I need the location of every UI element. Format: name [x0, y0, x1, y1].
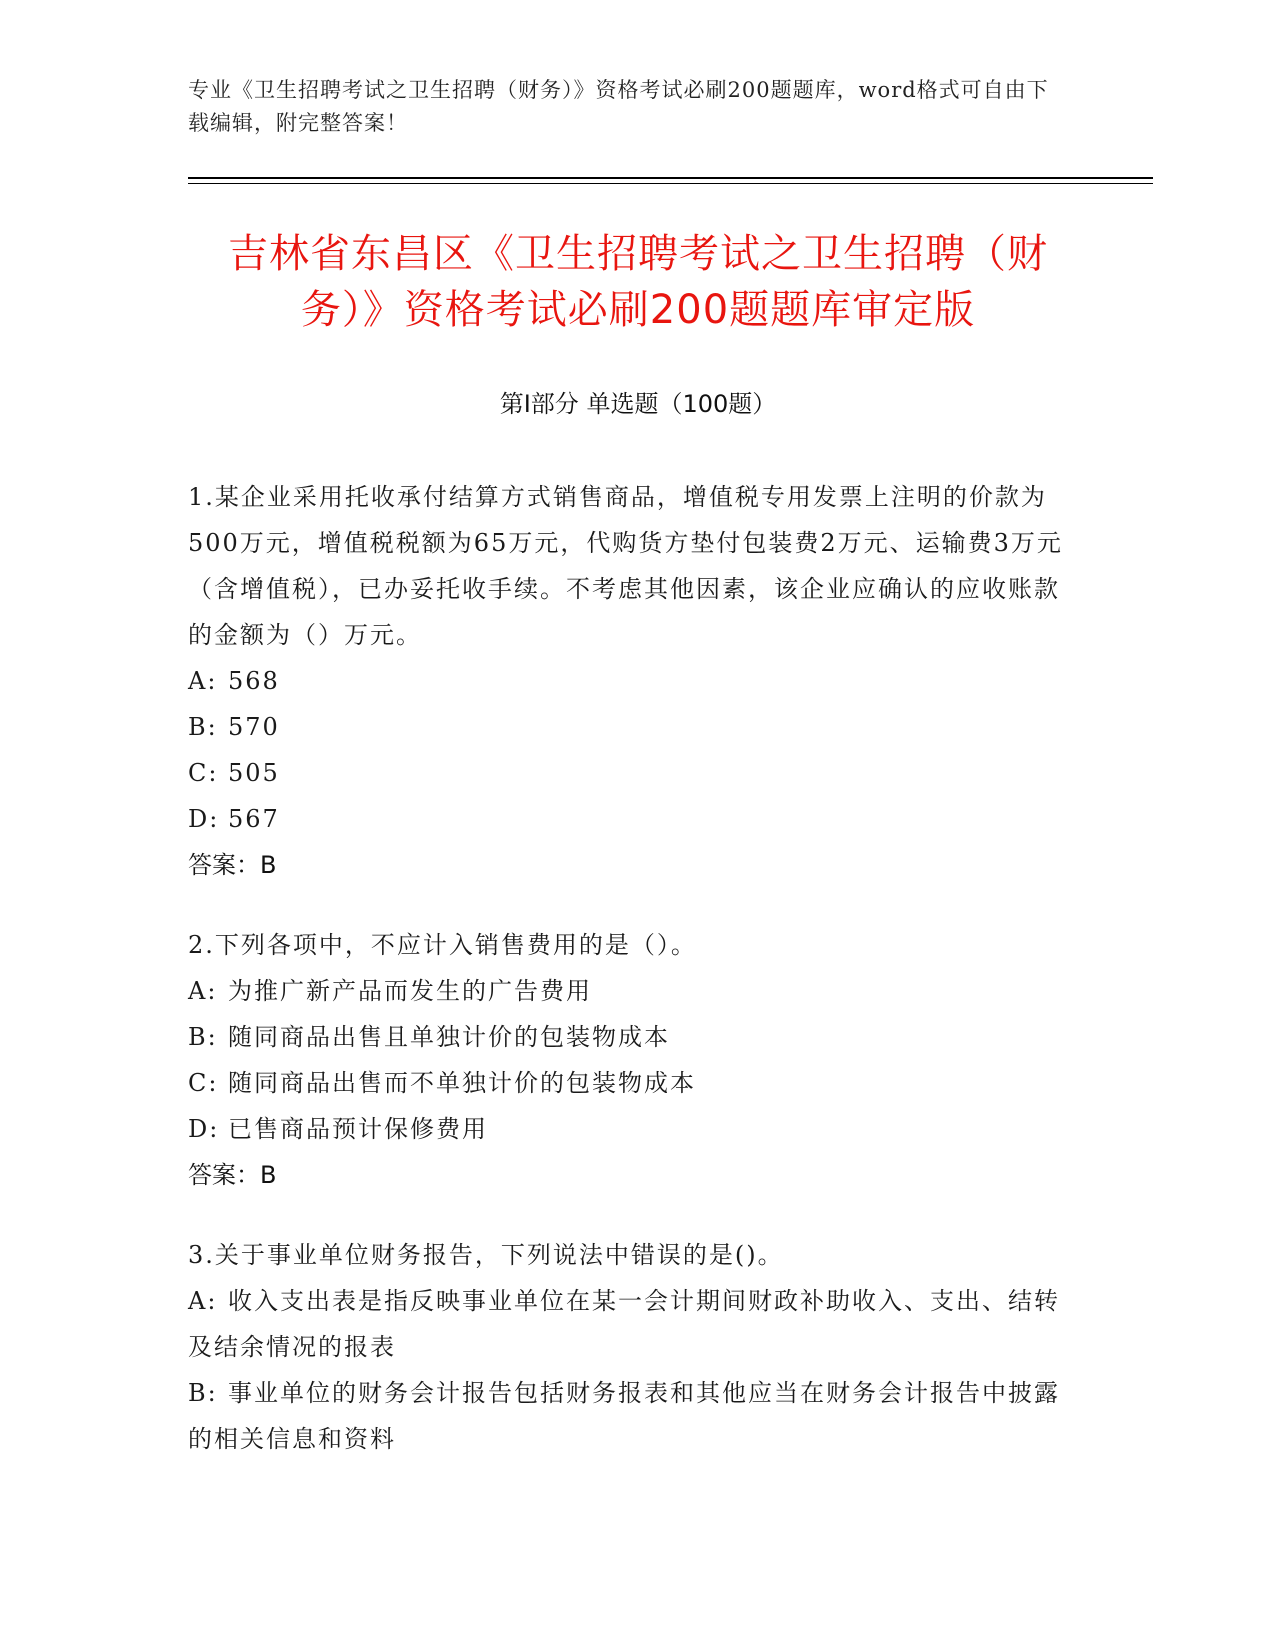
option-text: 已售商品预计保修费用: [228, 1115, 488, 1143]
section-title: 第I部分 单选题（100题）: [499, 390, 777, 418]
option-text: 为推广新产品而发生的广告费用: [228, 977, 592, 1005]
option-letter: A:: [188, 1287, 218, 1315]
header-divider-bottom: [188, 183, 1153, 184]
question-1: [188, 474, 1078, 888]
option-a: [188, 658, 1078, 704]
option-text: 505: [228, 759, 280, 787]
option-text: 567: [228, 805, 280, 833]
answer-line: 答案：B: [188, 851, 277, 879]
option-letter: A:: [188, 667, 218, 695]
option-letter: A:: [188, 977, 218, 1005]
option-c: [188, 1060, 1078, 1106]
option-text: 568: [228, 667, 280, 695]
question-stem: 2.下列各项中，不应计入销售费用的是（）。: [188, 931, 697, 959]
document-title: 吉林省东昌区《卫生招聘考试之卫生招聘（财务）》资格考试必刷200题题库审定版: [228, 231, 1048, 333]
answer-line: 答案：B: [188, 1161, 277, 1189]
option-text: 随同商品出售且单独计价的包装物成本: [228, 1023, 670, 1051]
option-d: [188, 796, 1078, 842]
header-divider-top: [188, 177, 1153, 179]
option-b: [188, 1014, 1078, 1060]
question-3: [188, 1232, 1078, 1462]
option-a: [188, 968, 1078, 1014]
option-letter: B:: [188, 713, 218, 741]
question-list: [188, 474, 1078, 1496]
option-letter: C:: [188, 1069, 219, 1097]
option-c: [188, 750, 1078, 796]
option-text: 随同商品出售而不单独计价的包装物成本: [228, 1069, 696, 1097]
option-a: [188, 1278, 1078, 1370]
option-d: [188, 1106, 1078, 1152]
option-text: 570: [228, 713, 280, 741]
question-2: [188, 922, 1078, 1198]
option-text: 收入支出表是指反映事业单位在某一会计期间财政补助收入、支出、结转及结余情况的报表: [188, 1287, 1060, 1361]
header-note: 专业《卫生招聘考试之卫生招聘（财务）》资格考试必刷200题题库，word格式可自由下载编辑，附完整答案！: [188, 78, 1049, 135]
option-b: [188, 704, 1078, 750]
option-b: [188, 1370, 1078, 1462]
option-letter: B:: [188, 1379, 218, 1407]
question-stem: 3.关于事业单位财务报告，下列说法中错误的是()。: [188, 1241, 784, 1269]
option-letter: B:: [188, 1023, 218, 1051]
question-stem: 1.某企业采用托收承付结算方式销售商品，增值税专用发票上注明的价款为500万元，增值税税额为65万元，代购货方垫付包装费2万元、运输费3万元（含增值税），已办妥托收手续。不考虑其他因素，该企业应确认的应收账款的金额为（）万元。: [188, 483, 1063, 649]
option-letter: C:: [188, 759, 219, 787]
option-letter: D:: [188, 805, 220, 833]
option-letter: D:: [188, 1115, 220, 1143]
option-text: 事业单位的财务会计报告包括财务报表和其他应当在财务会计报告中披露的相关信息和资料: [188, 1379, 1060, 1453]
